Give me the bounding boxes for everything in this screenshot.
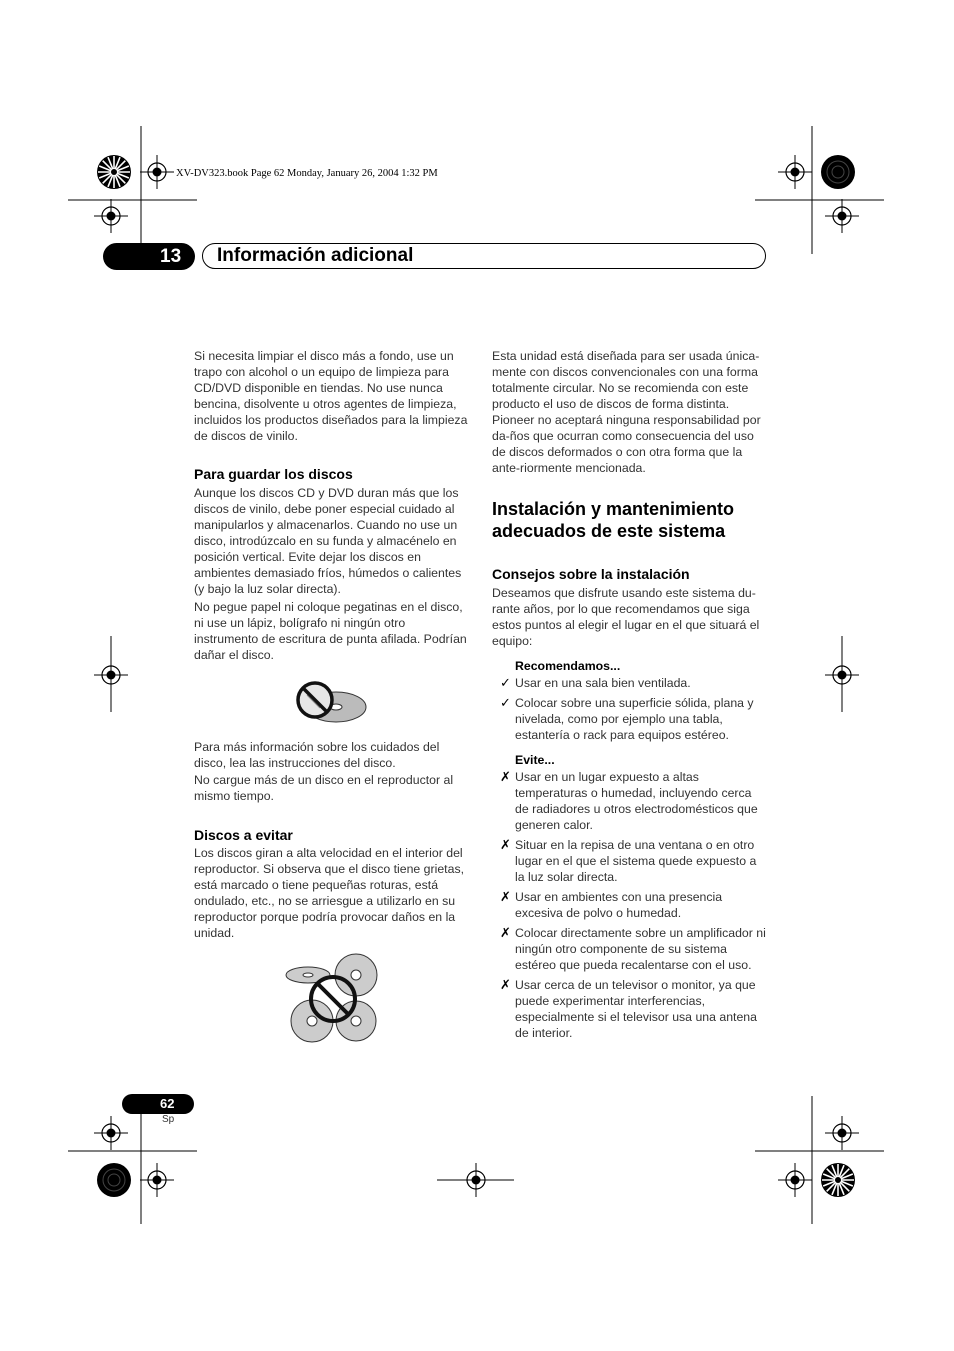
avoid-item: ✗ Usar en ambientes con una presencia excesiva de polvo o humedad.	[500, 889, 723, 920]
damaged-discs-illustration	[194, 953, 468, 1053]
print-slug: XV-DV323.book Page 62 Monday, January 26, 2004 1:32 PM	[176, 168, 438, 179]
left-column	[194, 348, 468, 1053]
chapter-number: 13	[160, 246, 182, 267]
installation-tips-heading: Consejos sobre la instalación	[492, 566, 690, 582]
avoid-item: ✗ Colocar directamente sobre un amplificador ni ningún otro componente de su sistema estéreo que pueda recalentarse con el uso.	[500, 925, 766, 972]
avoid-item: ✗ Situar en la repisa de una ventana o en otro lugar en el que el sistema quede expuesto a la luz solar directa.	[500, 837, 757, 884]
recommend-item: ✓ Usar en una sala bien ventilada.	[500, 675, 691, 690]
recommend-item: ✓ Colocar sobre una superficie sólida, plana y nivelada, como por ejemplo una tabla, estantería o rack para equipos estéreo.	[500, 695, 754, 742]
check-icon: ✓	[500, 675, 511, 690]
shaped-discs-paragraph: Esta unidad está diseñada para ser usada única-mente con discos convencionales con una forma totalmente circular. No se recomienda con este producto el uso de discos de forma distinta. Pioneer no aceptará ninguna responsabilidad por da-ños que ocurran como consecuencia del uso de discos deformados o con otra forma que la ante-riormente mencionada.	[492, 349, 761, 475]
avoid-item: ✗ Usar en un lugar expuesto a altas temperaturas o humedad, incluyendo cerca de radiadores u otros electrodomésticos que generen calor.	[500, 769, 758, 832]
page-number-badge	[122, 1094, 194, 1114]
storage-paragraph-2: No pegue papel ni coloque pegatinas en el disco, ni use un lápiz, bolígrafo ni ningún otro instrumento de escritura de punta afilada. Podrían dañar el disco.	[194, 600, 467, 662]
page-language: Sp	[162, 1114, 175, 1125]
single-disc-paragraph: No cargue más de un disco en el reproductor al mismo tiempo.	[194, 773, 454, 803]
recommend-heading: Recomendamos...	[515, 659, 621, 673]
right-column	[492, 348, 766, 1041]
storage-heading: Para guardar los discos	[194, 466, 353, 482]
installation-section-heading: Instalación y mantenimiento adecuados de este sistema	[492, 499, 735, 541]
care-info-paragraph: Para más información sobre los cuidados del disco, lea las instrucciones del disco.	[194, 740, 440, 770]
chapter-title: Información adicional	[217, 245, 414, 266]
check-icon: ✓	[500, 695, 511, 710]
chapter-badge	[103, 243, 195, 270]
avoid-heading: Evite...	[515, 753, 555, 767]
no-label-disc-icon	[194, 665, 468, 739]
cross-icon: ✗	[500, 769, 511, 784]
cleaning-paragraph: Si necesita limpiar el disco más a fondo, use un trapo con alcohol o un equipo de limpieza para CD/DVD disponible en tiendas. No use nunca bencina, disolvente u otros agentes de limpieza, incluidos los productos diseñados para la limpieza de discos de vinilo.	[194, 349, 468, 443]
discs-to-avoid-heading: Discos a evitar	[194, 827, 293, 843]
installation-tips-paragraph: Deseamos que disfrute usando este sistema du-rante años, por lo que recomendamos que siga estos puntos al elegir el lugar en el que situará el equipo:	[492, 586, 760, 648]
cross-icon: ✗	[500, 837, 511, 852]
discs-to-avoid-paragraph: Los discos giran a alta velocidad en el interior del reproductor. Si observa que el disco tiene grietas, está marcado o tiene pequeñas roturas, está ondulado, etc., no se arriesgue a utilizarlo en su reproductor porque podría provocar daños en la unidad.	[194, 846, 465, 940]
no-sticker-illustration	[194, 665, 468, 739]
avoid-item: ✗ Usar cerca de un televisor o monitor, ya que puede experimentar interferencias, especialmente si el televisor usa una antena de interior.	[500, 977, 757, 1040]
page-number: 62	[160, 1096, 175, 1111]
cross-icon: ✗	[500, 925, 511, 940]
cross-icon: ✗	[500, 977, 511, 992]
cross-icon: ✗	[500, 889, 511, 904]
storage-paragraph-1: Aunque los discos CD y DVD duran más que los discos de vinilo, debe poner especial cuidado al manipularlos y almacenarlos. Cuando no use un disco, introdúzcalo en su funda y almacénelo en posición vertical. Evite dejar los discos en ambientes demasiado fríos, húmedos o calientes (y bajo la luz solar directa).	[194, 486, 462, 596]
damaged-discs-icon	[194, 953, 468, 1053]
